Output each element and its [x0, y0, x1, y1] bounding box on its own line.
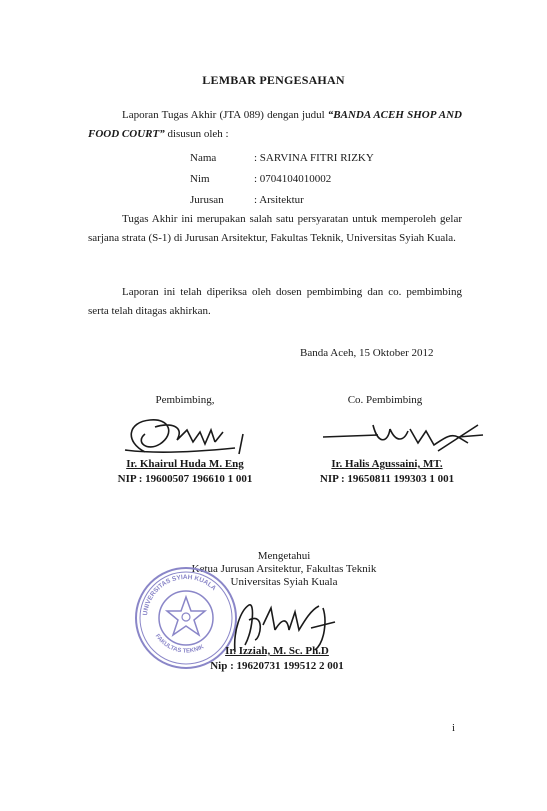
- approval-institution: Universitas Syiah Kuala: [230, 576, 338, 588]
- field-value: : SARVINA FITRI RIZKY: [254, 152, 374, 164]
- supervisor-name: Ir. Khairul Huda M. Eng: [126, 458, 244, 470]
- review-text: Laporan ini telah diperiksa oleh dosen pembimbing dan co. pembimbing serta telah ditagas akhirkan.: [88, 286, 462, 317]
- stamp-faculty-text: FAKULTAS TEKNIK: [153, 633, 206, 655]
- supervisor-signature: [115, 412, 265, 462]
- approval-position: Ketua Jurusan Arsitektur, Fakultas Teknik: [191, 563, 377, 575]
- page-title: LEMBAR PENGESAHAN: [202, 73, 345, 87]
- requirement-paragraph: [88, 210, 462, 248]
- co-supervisor-nip: NIP : 19650811 199303 1 001: [319, 473, 455, 485]
- approval-nip: Nip : 19620731 199512 2 001: [210, 660, 344, 672]
- field-label: Nama: [190, 152, 217, 164]
- stamp-university-text: UNIVERSITAS SYIAH KUALA: [142, 573, 218, 616]
- co-supervisor-signature: [318, 415, 488, 460]
- student-dept-row: [190, 190, 374, 211]
- field-label: Jurusan: [190, 194, 224, 206]
- supervisor-role: Pembimbing,: [155, 394, 215, 406]
- supervisor-nip: NIP : 19600507 196610 1 001: [117, 473, 253, 485]
- project-title: “BANDA ACEH SHOP AND FOOD COURT”: [88, 109, 462, 140]
- page-number: i: [452, 722, 456, 734]
- co-supervisor-role: Co. Pembimbing: [347, 394, 423, 406]
- place-date: Banda Aceh, 15 Oktober 2012: [300, 347, 434, 359]
- student-info: [190, 148, 374, 211]
- intro-paragraph: [88, 106, 462, 144]
- intro-suffix: disusun oleh :: [164, 128, 229, 140]
- field-value: : Arsitektur: [254, 194, 304, 206]
- co-supervisor-name: Ir. Halis Agussaini, MT.: [331, 458, 443, 470]
- intro-prefix: Laporan Tugas Akhir (JTA 089) dengan judul: [122, 109, 328, 121]
- approval-name: Ir. Izziah, M. Sc. Ph.D: [225, 645, 329, 657]
- field-value: : 0704104010002: [254, 173, 332, 185]
- requirement-text: Tugas Akhir ini merupakan salah satu persyaratan untuk memperoleh gelar sarjana strata (S-1) di Jurusan Arsitektur, Fakultas Teknik, Universitas Syiah Kuala.: [88, 213, 462, 244]
- field-label: Nim: [190, 173, 210, 185]
- student-name-row: [190, 148, 374, 169]
- review-paragraph: [88, 283, 462, 321]
- student-nim-row: [190, 169, 374, 190]
- approval-heading: Mengetahui: [257, 550, 311, 562]
